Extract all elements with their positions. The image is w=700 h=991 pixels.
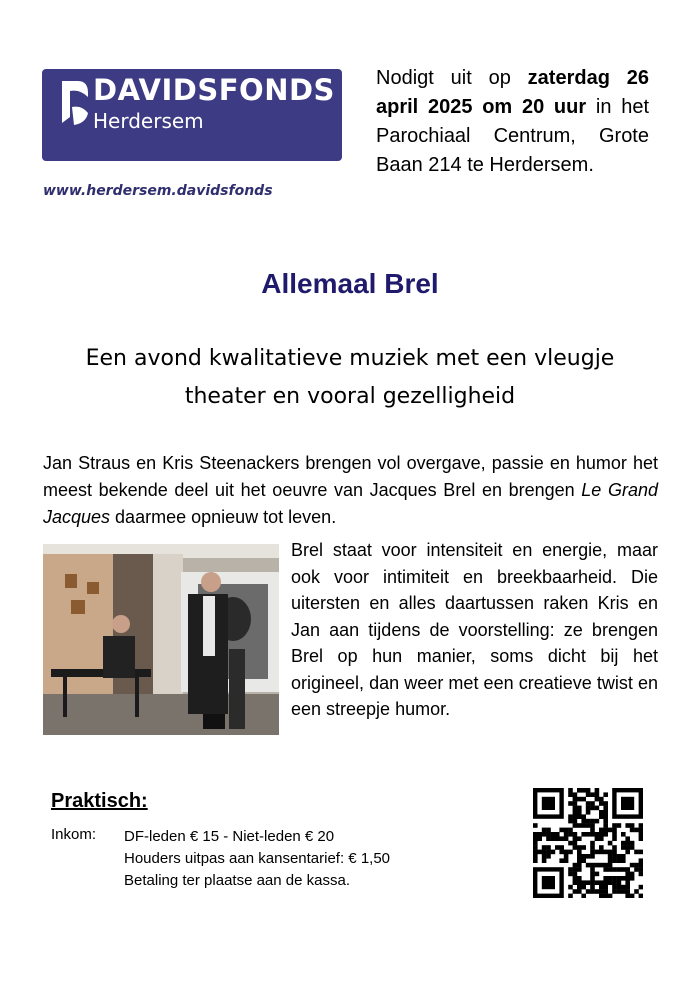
description-paragraph: Brel staat voor intensiteit en energie, maar ook voor intimiteit en breekbaarheid. Die uitersten en alles daartussen raken Kris en Jan aan tijdens de voorstelling: ze brengen Brel op hun manier, soms dicht bij het origineel, dan weer met een creatieve twist en een streepje humor. <box>291 540 658 719</box>
logo-name: DAVIDSFONDS <box>93 73 335 107</box>
event-title: Allemaal Brel <box>261 268 439 299</box>
intro-part1: Jan Straus en Kris Steenackers brengen vol overgave, passie en humor het meest bekende deel uit het oeuvre van Jacques Brel en brengen <box>43 453 658 500</box>
website-link[interactable]: www.herdersem.davidsfonds <box>43 183 273 199</box>
inkom-label: Inkom: <box>51 826 97 843</box>
intro-italic: Le Grand Jacques <box>43 480 658 527</box>
invitation-text <box>376 64 649 180</box>
invite-date: zaterdag 26 april 2025 om 20 uur <box>376 67 649 118</box>
price-line: Houders uitpas aan kansentarief: € 1,50 <box>124 850 391 867</box>
invite-location: in het Parochiaal Centrum, Grote Baan 214 te Herdersem. <box>376 96 650 176</box>
qr-code-icon <box>533 788 643 898</box>
performance-photo <box>43 544 279 735</box>
price-line: DF-leden € 15 - Niet-leden € 20 <box>124 828 335 845</box>
logo-subname: Herdersem <box>93 109 204 133</box>
davidsfonds-logo <box>42 69 342 161</box>
price-details <box>124 826 390 892</box>
event-subtitle: Een avond kwalitatieve muziek met een vleugje theater en vooral gezelligheid <box>85 346 615 409</box>
qr-code[interactable] <box>533 788 643 898</box>
intro-paragraph <box>43 450 658 531</box>
davidsfonds-logo-mark-icon <box>60 77 90 127</box>
intro-part2: daarmee opnieuw tot leven. <box>110 507 337 527</box>
invite-intro: Nodigt uit op <box>376 67 528 89</box>
praktisch-heading: Praktisch: <box>51 790 148 812</box>
price-line: Betaling ter plaatse aan de kassa. <box>124 872 350 889</box>
